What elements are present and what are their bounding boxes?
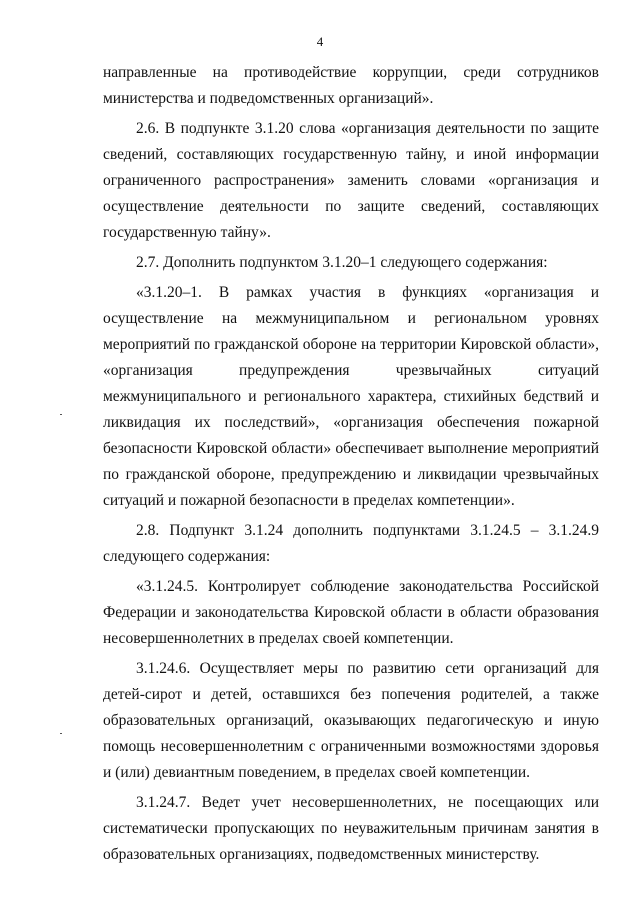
paragraph-3-1-24-6: 3.1.24.6. Осуществляет меры по развитию сети организаций для детей-сирот и детей, оставшихся без попечения родителей, а также образовательных организаций, оказывающих педагогическую и иную помощь несовершеннолетним с ограниченными возможностями здоровья и (или) девиантным поведением, в пределах своей компетенции. [103, 660, 599, 781]
paragraph-continuation: направленные на противодействие коррупции, среди сотрудников министерства и подведомственных организаций». [103, 64, 599, 107]
scan-speck [60, 414, 62, 415]
paragraph-2-6: 2.6. В подпункте 3.1.20 слова «организация деятельности по защите сведений, составляющих государственную тайну, и иной информации ограниченного распространения» заменить словами «организация и осуществление деятельности по защите сведений, составляющих государственную тайну». [103, 120, 599, 241]
scan-speck [60, 733, 62, 734]
document-body [103, 60, 599, 872]
paragraph-3-1-24-5: «3.1.24.5. Контролирует соблюдение законодательства Российской Федерации и законодательства Кировской области в области образования несовершеннолетних в пределах своей компетенции. [103, 578, 599, 647]
paragraph-2-8: 2.8. Подпункт 3.1.24 дополнить подпунктами 3.1.24.5 – 3.1.24.9 следующего содержания: [103, 522, 599, 565]
paragraph-3-1-24-7: 3.1.24.7. Ведет учет несовершеннолетних, не посещающих или систематически пропускающих по неуважительным причинам занятия в образовательных организациях, подведомственных министерству. [103, 794, 599, 863]
paragraph-3-1-20-1: «3.1.20–1. В рамках участия в функциях «организация и осуществление на межмуниципальном и региональном уровнях мероприятий по гражданской обороне на территории Кировской области», «организация предупреждения чрезвычайных ситуаций межмуниципального и регионального характера, стихийных бедствий и ликвидация их последствий», «организация обеспечения пожарной безопасности Кировской области» обеспечивает выполнение мероприятий по гражданской обороне, предупреждению и ликвидации чрезвычайных ситуаций и пожарной безопасности в пределах компетенции». [103, 284, 599, 509]
page-number: 4 [316, 34, 324, 49]
paragraph-2-7: 2.7. Дополнить подпунктом 3.1.20–1 следующего содержания: [136, 254, 548, 271]
